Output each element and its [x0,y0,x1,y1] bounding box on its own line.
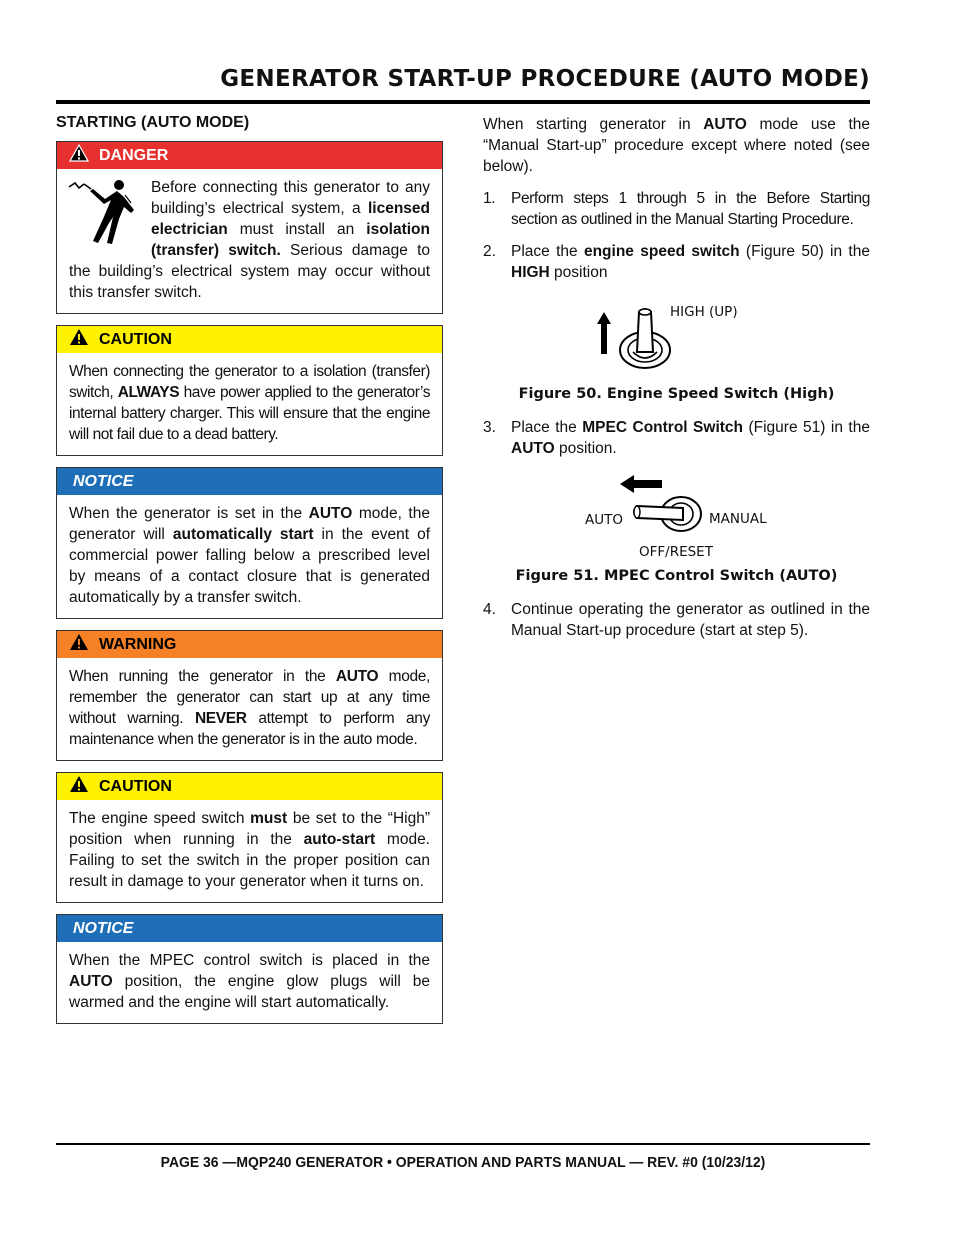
figure-51 [483,470,870,566]
step-3: 3. Place the MPEC Control Switch (Figure 51) in the AUTO position. [483,419,870,457]
notice-header-2: NOTICE [57,915,442,942]
warning-triangle-icon [69,328,89,351]
warning-header [57,631,442,658]
notice-text-2: When the MPEC control switch is placed in the AUTO position, the engine glow plugs will be warmed and the engine will start automatically. [69,952,430,1011]
notice-text-1: When the generator is set in the AUTO mode, the generator will automatically start in the event of commercial power falling below a prescribed level by means of a contact closure that is generated automatically by a transfer switch. [69,505,430,606]
auto-label: AUTO [585,512,623,528]
off-reset-label: OFF/RESET [639,544,713,560]
caution-box-1 [56,325,443,456]
figure-51-caption: Figure 51. MPEC Control Switch (AUTO) [515,568,838,584]
electrocution-icon [65,177,145,247]
caution-text-1: When connecting the generator to a isolation (transfer) switch, ALWAYS have power applied to the generator’s internal battery charger. This will ensure that the engine will not fail due to a dead battery. [69,363,430,443]
manual-label: MANUAL [709,511,767,527]
step-4: 4. Continue operating the generator as outlined in the Manual Start-up procedure (start at step 5). [483,601,870,639]
caution-box-2 [56,772,443,903]
high-up-label: HIGH (UP) [670,304,738,320]
toggle-switch-left-icon [629,492,709,542]
section-title: STARTING (AUTO MODE) [56,114,250,131]
caution-header-2 [57,773,442,800]
step-2: 2. Place the engine speed switch (Figure 50) in the HIGH position [483,243,870,281]
page-title: GENERATOR START-UP PROCEDURE (AUTO MODE) [220,66,870,92]
danger-label: DANGER [99,146,169,164]
figure-50 [483,294,870,384]
warning-triangle-icon [69,144,89,167]
page-footer: PAGE 36 —MQP240 GENERATOR • OPERATION AND PARTS MANUAL — REV. #0 (10/23/12) [160,1154,766,1171]
toggle-switch-up-icon [593,300,673,378]
caution-label: CAUTION [99,330,172,348]
warning-label: WARNING [99,635,177,653]
intro-paragraph: When starting generator in AUTO mode use the “Manual Start-up” procedure except where noted (see below). [483,116,870,175]
warning-triangle-icon [69,775,89,798]
danger-box [56,141,443,314]
warning-box [56,630,443,761]
danger-text: Before connecting this generator to any building’s electrical system, a licensed electrician must install an isolation (transfer) switch. Serious damage to the building’s electrical system may occur without this transfer switch. [57,169,442,313]
caution-text-2: The engine speed switch must be set to the “High” position when running in the auto-start mode. Failing to set the switch in the proper position can result in damage to your generator when it turns on. [69,810,431,890]
figure-50-caption: Figure 50. Engine Speed Switch (High) [518,386,835,402]
right-column [483,114,870,652]
footer-rule [56,1143,870,1145]
caution-label: CAUTION [99,777,172,795]
notice-header-1: NOTICE [57,468,442,495]
danger-header [57,142,442,169]
caution-header-1 [57,326,442,353]
step-1: 1. Perform steps 1 through 5 in the Before Starting section as outlined in the Manual Starting Procedure. [483,190,870,228]
warning-triangle-icon [69,633,89,656]
left-column [56,114,443,1035]
warning-text: When running the generator in the AUTO mode, remember the generator can start up at any time without warning. NEVER attempt to perform any maintenance when the generator is in the auto mode. [69,668,430,748]
header-rule [56,100,870,104]
notice-box-2 [56,914,443,1024]
notice-box-1 [56,467,443,619]
